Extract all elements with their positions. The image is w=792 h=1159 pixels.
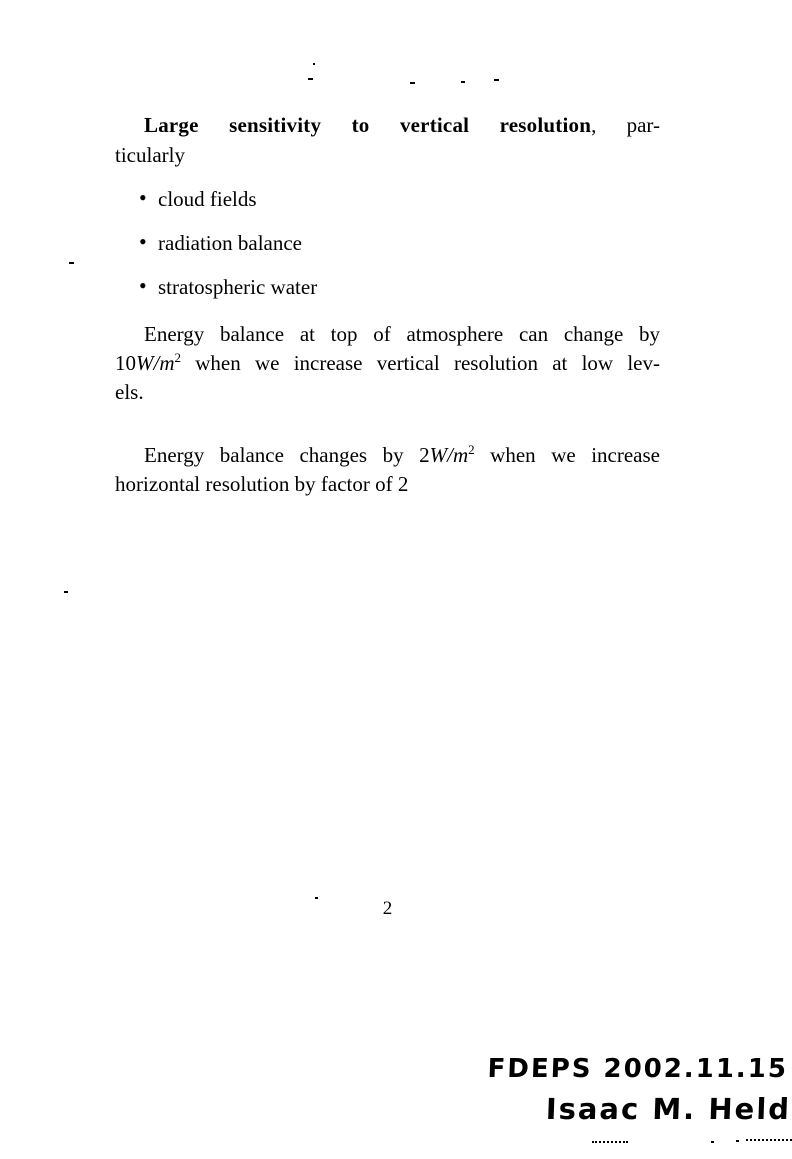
handwritten-annotation — [392, 1050, 792, 1130]
heading-bold-text: Large sensitivity to vertical resolution — [144, 113, 592, 137]
heading-line-2: ticularly — [115, 143, 185, 167]
paragraph2-line1-text-end: when we increase — [474, 443, 660, 467]
scan-speck — [461, 81, 465, 83]
dotted-underline-artifact — [592, 1141, 628, 1143]
handwritten-date: FDEPS 2002.11.15 — [487, 1054, 789, 1084]
paragraph1-line1-text: Energy balance at top of atmosphere can change by — [144, 322, 660, 346]
scan-speck — [410, 82, 415, 84]
list-item-radiation-balance: • radiation balance — [115, 232, 660, 254]
math-superscript: 2 — [174, 350, 181, 365]
math-coefficient: 10 — [115, 351, 136, 375]
paragraph1-line-2 — [115, 349, 660, 378]
handwritten-signature: Isaac M. Held — [545, 1092, 792, 1126]
paragraph-energy-balance-horizontal — [115, 441, 660, 499]
math-watts-per-m: W/m — [429, 443, 469, 467]
paragraph2-line-2: horizontal resolution by factor of 2 — [115, 472, 409, 496]
scan-speck — [736, 1140, 739, 1142]
scan-speck — [315, 897, 318, 899]
scan-speck — [313, 63, 315, 65]
math-superscript: 2 — [468, 442, 475, 457]
paragraph2-line-1 — [115, 441, 660, 470]
heading-line-1 — [115, 110, 660, 140]
paragraph2-line1-text: Energy balance changes by 2 — [144, 443, 430, 467]
scan-speck — [308, 78, 313, 80]
paragraph1-line-1 — [115, 320, 660, 349]
paragraph-energy-balance-vertical — [115, 320, 660, 407]
section-heading — [115, 110, 660, 170]
page-number: 2 — [382, 898, 393, 919]
scan-speck — [69, 262, 74, 264]
scan-speck — [711, 1141, 714, 1143]
scan-speck — [64, 591, 68, 593]
bullet-list — [115, 188, 660, 298]
paragraph1-line-3: els. — [115, 380, 144, 404]
dotted-underline-artifact — [746, 1139, 792, 1141]
scan-speck — [494, 79, 499, 81]
list-item-stratospheric-water: • stratospheric water — [115, 276, 660, 298]
heading-regular-text: , par- — [591, 113, 660, 137]
paragraph1-line2-text: when we increase vertical resolution at low lev- — [181, 351, 660, 375]
math-watts-per-m: W/m — [136, 351, 175, 375]
document-body — [115, 110, 660, 499]
list-item-cloud-fields: • cloud fields — [115, 188, 660, 210]
